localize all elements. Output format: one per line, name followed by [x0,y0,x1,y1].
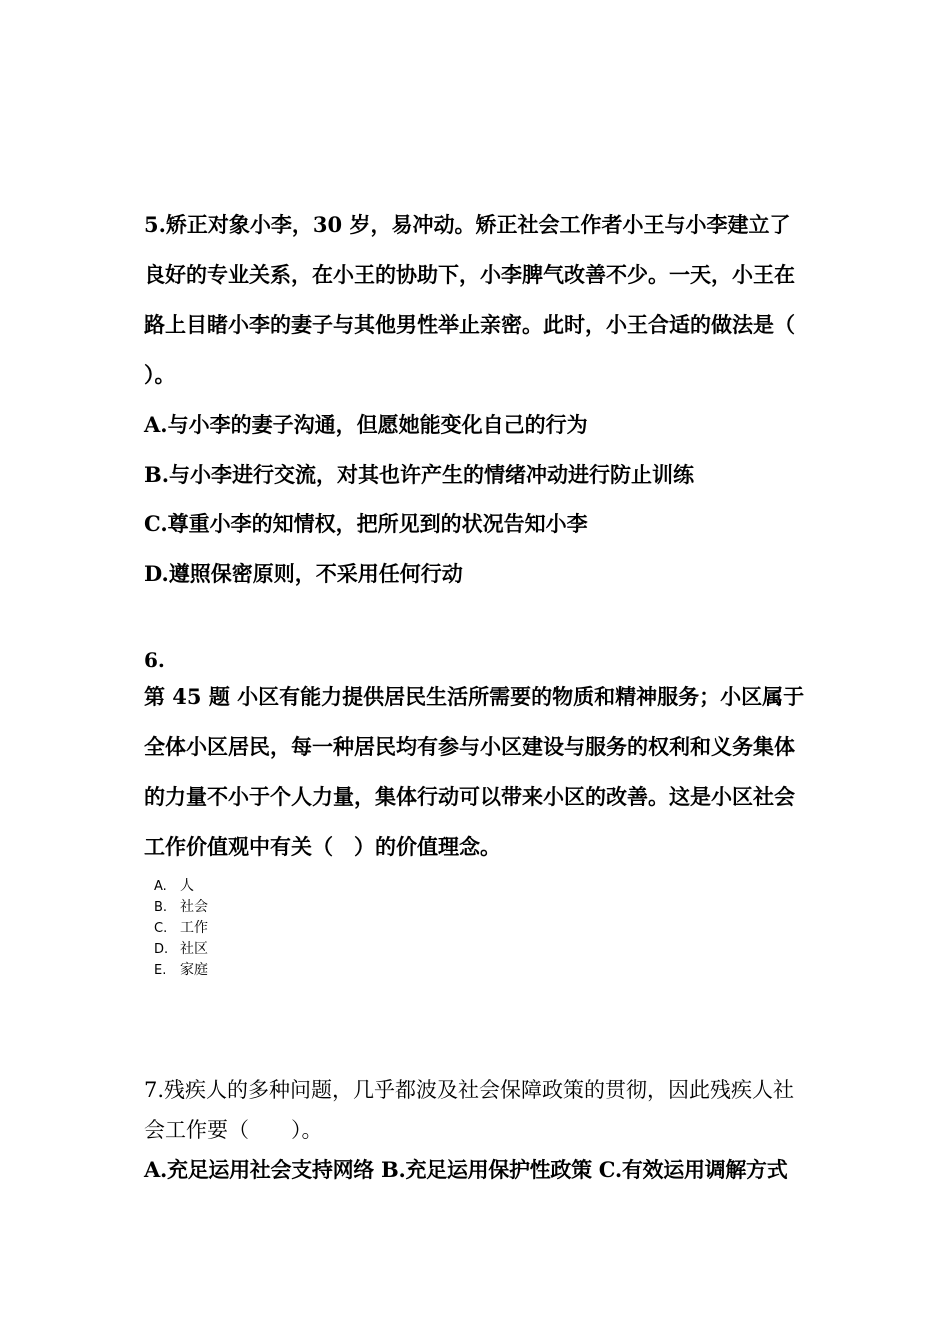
question-6-option [154,960,810,981]
question-7-options: A.充足运用社会支持网络 B.充足运用保护性政策 C.有效运用调解方式 [144,1157,788,1182]
question-5-option-d: D.遵照保密原则，不采用任何行动 [144,560,463,586]
question-6-option [154,918,810,939]
question-6 [144,648,810,981]
question-5-option-b: B.与小李进行交流，对其也许产生的情绪冲动进行防止训练 [144,461,695,487]
option-letter: E. [154,963,167,978]
question-6-option [154,939,810,960]
option-text: 社会 [180,899,208,915]
question-7 [144,1070,810,1190]
question-6-option [154,897,810,918]
question-5-option-a: A.与小李的妻子沟通，但愿她能变化自己的行为 [144,412,588,437]
option-text: 工作 [180,920,208,936]
question-5-stem: 5.矫正对象小李，30 岁，易冲动。矫正社会工作者小王与小李建立了良好的专业关系，在小王的协助下，小李脾气改善不少。一天，小王在路上目睹小李的妻子与其他男性举止亲密。此时，小王合适的做法是（ ）。 [144,212,795,387]
question-6-number: 6. [144,648,165,672]
question-5 [144,200,810,598]
option-letter: C. [154,921,168,936]
option-text: 社区 [180,941,208,957]
question-5-option-c: C.尊重小李的知情权，把所见到的状况告知小李 [144,511,588,536]
option-text: 人 [180,878,194,894]
option-letter: D. [154,942,169,957]
question-7-stem: 7.残疾人的多种问题，几乎都波及社会保障政策的贯彻，因此残疾人社会工作要（ ）。 [144,1078,795,1142]
option-letter: A. [154,879,167,894]
question-6-option [154,876,810,897]
question-6-stem: 第 45 题 小区有能力提供居民生活所需要的物质和精神服务；小区属于全体小区居民，每一种居民均有参与小区建设与服务的权利和义务集体的力量不小于个人力量，集体行动可以带来小区的改善。这是小区社会工作价值观中有关（ ）的价值理念。 [144,684,805,859]
option-letter: B. [154,900,168,915]
option-text: 家庭 [180,962,208,978]
question-6-options [154,876,810,981]
